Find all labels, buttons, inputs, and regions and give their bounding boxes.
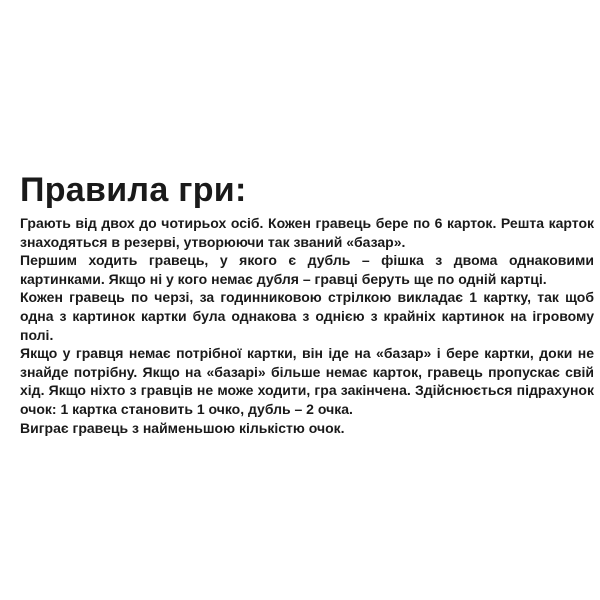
rules-paragraph-bazaar: Якщо у гравця немає потрібної картки, він іде на «базар» і бере картки, доки не знайде потрібну. Якщо на «базарі» більше немає карток, гравець пропускає свій хід. Якщо ніхто з гравців не може ходити, гра закінчена. Здійснюється підрахунок очок: 1 картка становить 1 очко, дубль – 2 очка. [20, 345, 594, 417]
rules-text [20, 214, 594, 437]
rules-paragraph-winner: Виграє гравець з найменьшою кількістю очок. [20, 419, 345, 436]
rules-paragraph-first-move: Першим ходить гравець, у якого є дубль – фішка з двома однаковими картинками. Якщо ні у кого немає дубля – гравці беруть ще по одній картці. [20, 252, 594, 287]
rules-paragraph-turns: Кожен гравець по черзі, за годинниковою стрілкою викладає 1 картку, так щоб одна з картинок картки була однакова з однією з крайніх картинок на ігровому полі. [20, 289, 594, 343]
rules-paragraph-players: Грають від двох до чотирьох осіб. Кожен гравець бере по 6 карток. Решта карток знаходяться в резерві, утворюючи так званий «базар». [20, 215, 594, 250]
rules-title: Правила гри: [20, 171, 247, 209]
